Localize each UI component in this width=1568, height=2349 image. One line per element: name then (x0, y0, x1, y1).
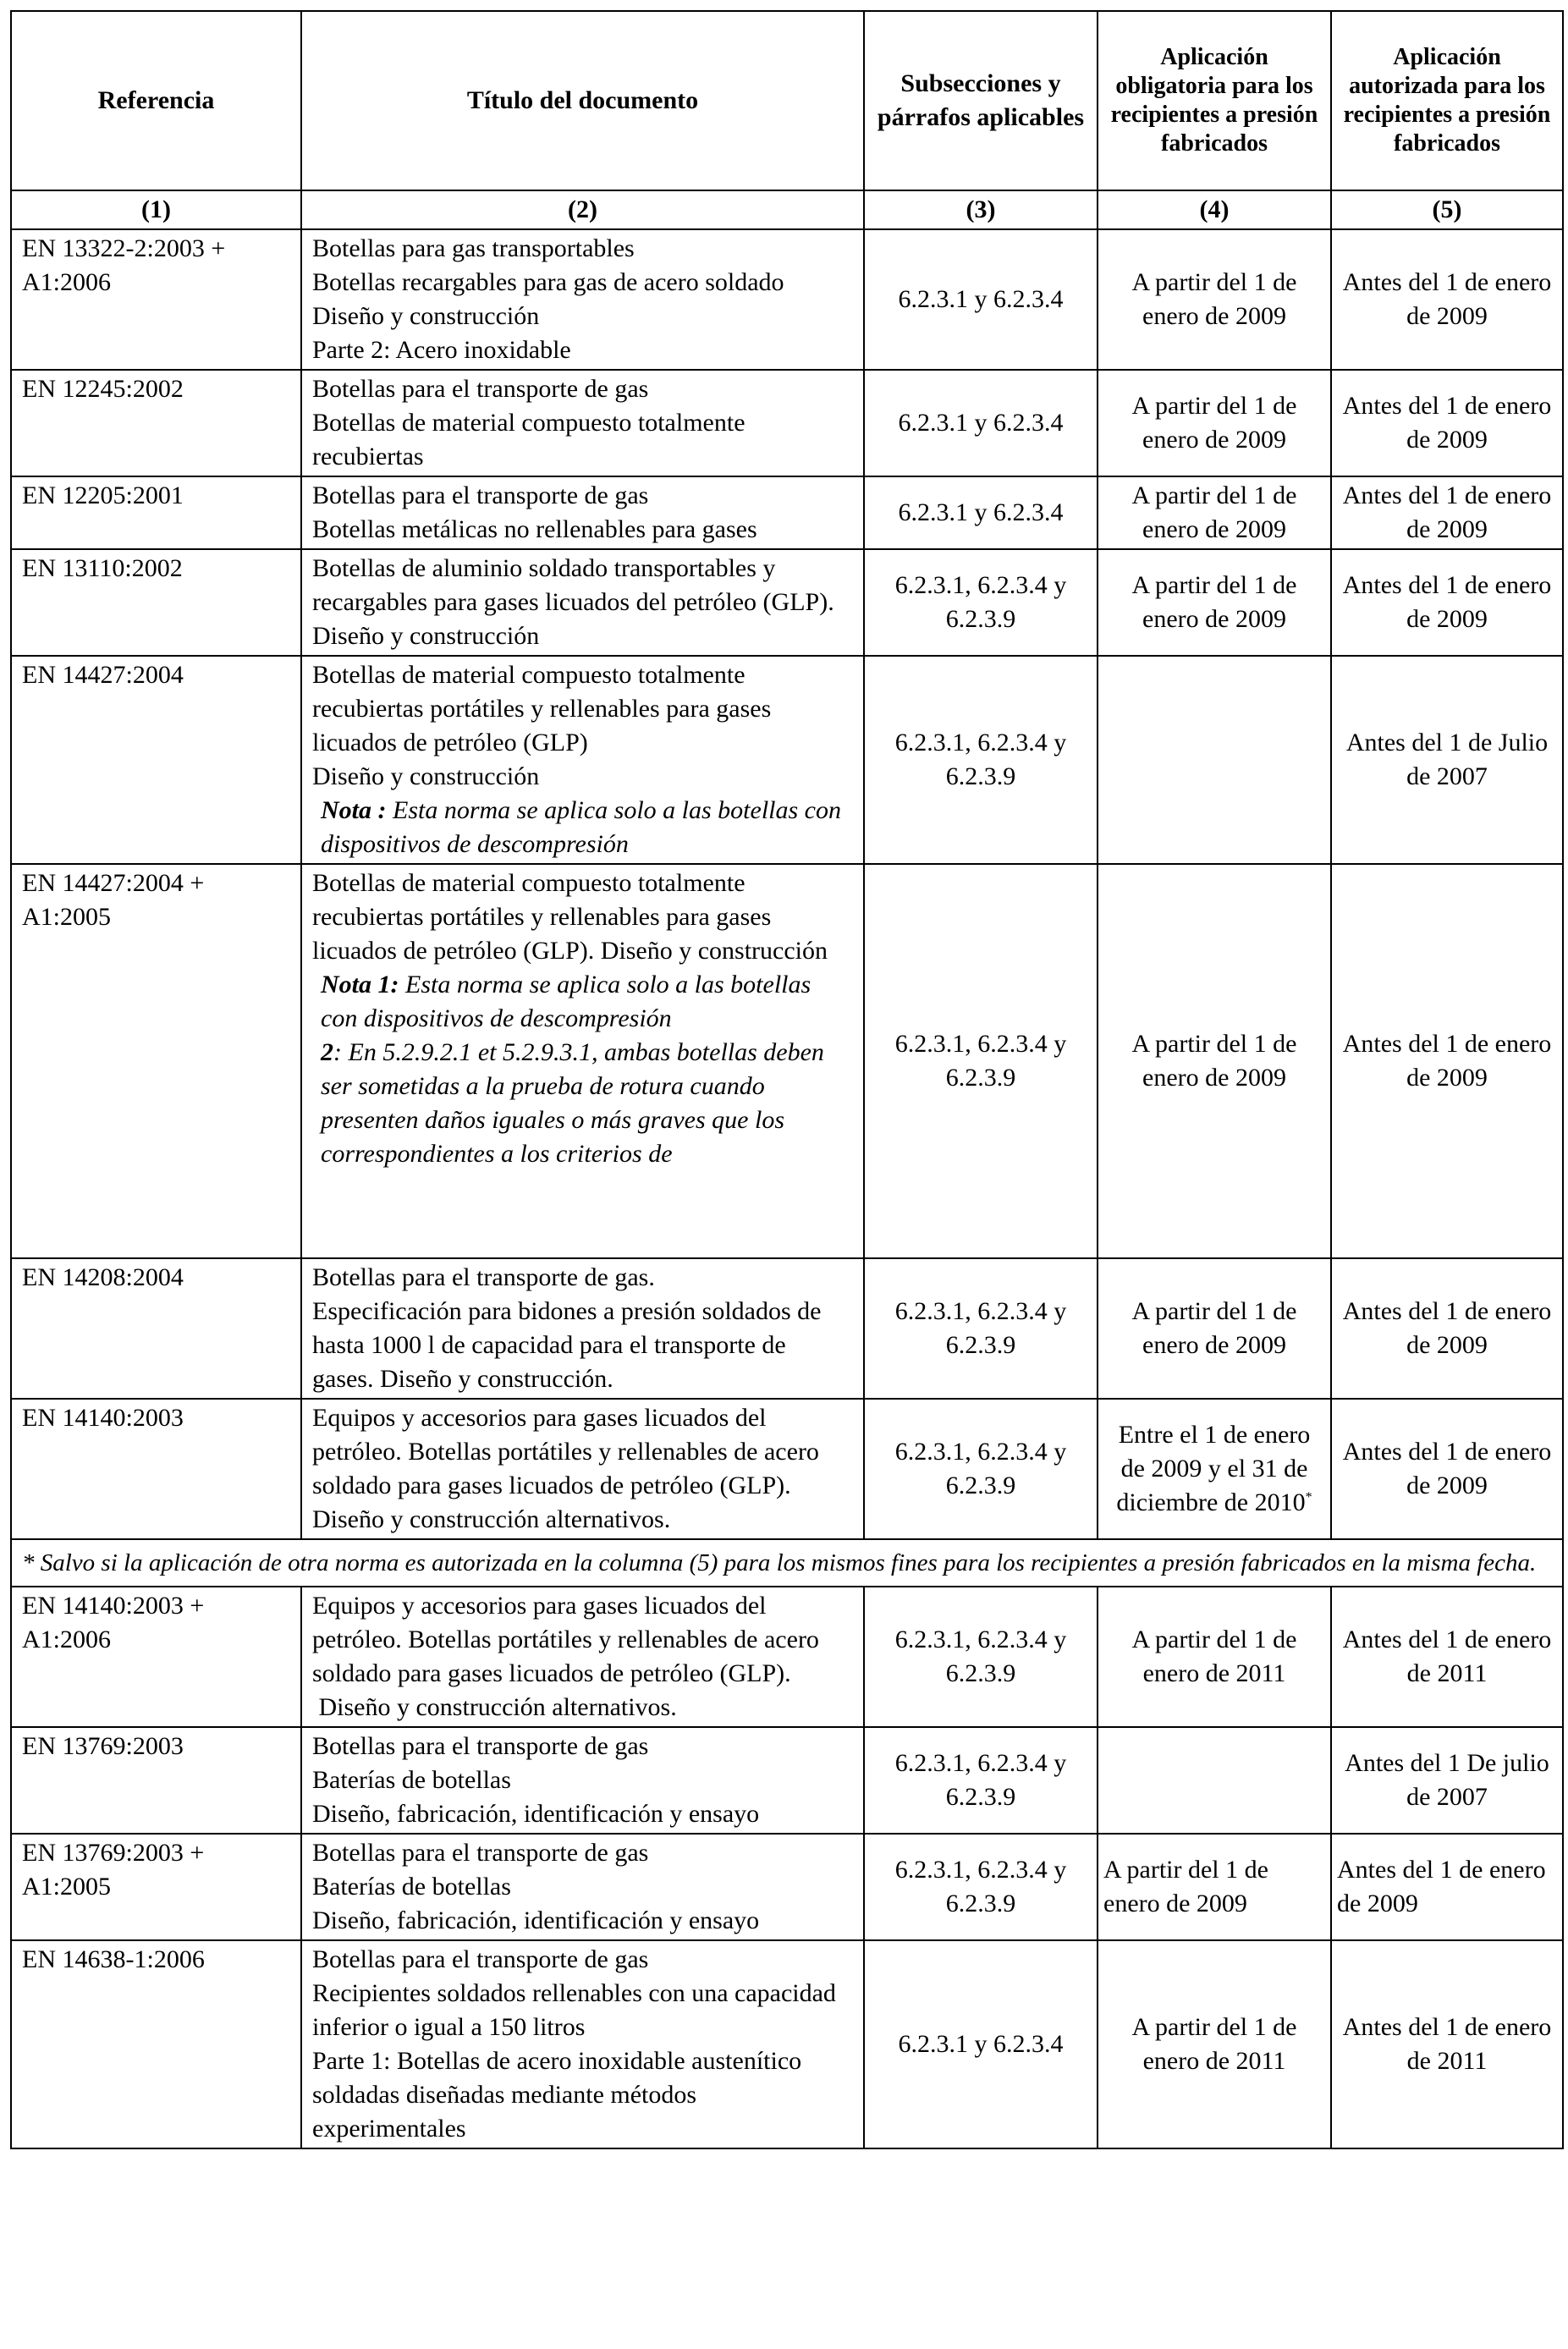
column-number: (4) (1098, 190, 1331, 229)
title-cell (301, 549, 864, 656)
title-line: Botellas recargables para gas de acero soldado (312, 268, 784, 296)
table-row (11, 1727, 1563, 1834)
title-line: Equipos y accesorios para gases licuados del petróleo. Botellas portátiles y rellenables de acero soldado para gases licuados de petróleo (GLP). (312, 1404, 819, 1499)
subsections-cell: 6.2.3.1, 6.2.3.4 y 6.2.3.9 (864, 1834, 1098, 1940)
authorized-cell: Antes del 1 de enero de 2011 (1331, 1940, 1563, 2148)
authorized-cell: Antes del 1 de enero de 2009 (1331, 549, 1563, 656)
title-line: Botellas para el transporte de gas. (312, 1263, 655, 1291)
title-line: Botellas de material compuesto totalmente recubiertas (312, 409, 745, 470)
title-cell (301, 1399, 864, 1539)
note-text: Esta norma se aplica solo a las botellas con dispositivos de descompresión (321, 971, 812, 1032)
mandatory-cell (1098, 1727, 1331, 1834)
subsections-cell: 6.2.3.1 y 6.2.3.4 (864, 229, 1098, 370)
mandatory-cell (1098, 1399, 1331, 1539)
authorized-cell: Antes del 1 de enero de 2009 (1331, 1258, 1563, 1399)
title-line: Baterías de botellas (312, 1766, 511, 1794)
header-reference: Referencia (11, 11, 301, 190)
title-line: Parte 2: Acero inoxidable (312, 336, 571, 364)
title-line: Botellas para el transporte de gas (312, 1945, 649, 1973)
title-cell (301, 864, 864, 1258)
column-number: (1) (11, 190, 301, 229)
table-row (11, 370, 1563, 476)
table-row (11, 1258, 1563, 1399)
column-number: (3) (864, 190, 1098, 229)
reference-cell: EN 14208:2004 (11, 1258, 301, 1399)
table-row (11, 1399, 1563, 1539)
title-line: Botellas para el transporte de gas (312, 1732, 649, 1760)
subsections-cell: 6.2.3.1, 6.2.3.4 y 6.2.3.9 (864, 1587, 1098, 1727)
title-cell (301, 1587, 864, 1727)
authorized-cell: Antes del 1 De julio de 2007 (1331, 1727, 1563, 1834)
mandatory-cell: A partir del 1 de enero de 2009 (1098, 1258, 1331, 1399)
title-line: Botellas metálicas no rellenables para gases (312, 515, 757, 543)
header-subsections: Subsecciones y párrafos aplicables (864, 11, 1098, 190)
title-line: Botellas para el transporte de gas (312, 1839, 649, 1867)
subsections-cell: 6.2.3.1, 6.2.3.4 y 6.2.3.9 (864, 864, 1098, 1258)
title-cell (301, 476, 864, 549)
footnote: * Salvo si la aplicación de otra norma es autorizada en la columna (5) para los mismos fines para los recipientes a presión fabricados en la misma fecha. (11, 1539, 1563, 1587)
subsections-cell: 6.2.3.1 y 6.2.3.4 (864, 1940, 1098, 2148)
subsections-cell: 6.2.3.1, 6.2.3.4 y 6.2.3.9 (864, 1258, 1098, 1399)
header-document-title: Título del documento (301, 11, 864, 190)
note (312, 794, 853, 861)
authorized-cell: Antes del 1 de enero de 2009 (1331, 370, 1563, 476)
table-row (11, 476, 1563, 549)
authorized-cell: Antes del 1 de enero de 2009 (1331, 1834, 1563, 1940)
reference-cell: EN 12205:2001 (11, 476, 301, 549)
title-line: Botellas para el transporte de gas (312, 481, 649, 509)
mandatory-cell: A partir del 1 de enero de 2009 (1098, 370, 1331, 476)
title-cell (301, 1258, 864, 1399)
mandatory-cell: A partir del 1 de enero de 2011 (1098, 1587, 1331, 1727)
footnote-marker: * (1305, 1490, 1312, 1505)
title-line: Baterías de botellas (312, 1873, 511, 1901)
authorized-cell: Antes del 1 de enero de 2009 (1331, 476, 1563, 549)
authorized-cell: Antes del 1 de Julio de 2007 (1331, 656, 1563, 864)
mandatory-cell: A partir del 1 de enero de 2011 (1098, 1940, 1331, 2148)
reference-cell: EN 13110:2002 (11, 549, 301, 656)
reference-cell: EN 14140:2003 + A1:2006 (11, 1587, 301, 1727)
mandatory-cell: A partir del 1 de enero de 2009 (1098, 549, 1331, 656)
table-row (11, 864, 1563, 1258)
title-line: Recipientes soldados rellenables con una capacidad inferior o igual a 150 litros (312, 1979, 836, 2041)
mandatory-cell (1098, 656, 1331, 864)
subsections-cell: 6.2.3.1, 6.2.3.4 y 6.2.3.9 (864, 1727, 1098, 1834)
reference-cell: EN 13769:2003 + A1:2005 (11, 1834, 301, 1940)
title-cell (301, 1834, 864, 1940)
table-row (11, 656, 1563, 864)
title-cell (301, 370, 864, 476)
reference-cell: EN 13769:2003 (11, 1727, 301, 1834)
footnote-row (11, 1539, 1563, 1587)
reference-cell: EN 14427:2004 (11, 656, 301, 864)
subsections-cell: 6.2.3.1, 6.2.3.4 y 6.2.3.9 (864, 656, 1098, 864)
title-line: Diseño y construcción alternativos. (312, 1505, 671, 1533)
title-line: Especificación para bidones a presión soldados de hasta 1000 l de capacidad para el transporte de gases. Diseño y construcción. (312, 1297, 822, 1393)
title-line: Botellas para el transporte de gas (312, 375, 649, 403)
subsections-cell: 6.2.3.1, 6.2.3.4 y 6.2.3.9 (864, 1399, 1098, 1539)
note-text: Esta norma se aplica solo a las botellas con dispositivos de descompresión (321, 796, 841, 858)
title-line: Diseño, fabricación, identificación y ensayo (312, 1906, 760, 1934)
mandatory-cell: A partir del 1 de enero de 2009 (1098, 864, 1331, 1258)
title-line: Botellas de aluminio soldado transportables y recargables para gases licuados del petróleo (GLP). Diseño y construcción (312, 554, 834, 650)
title-line: Diseño y construcción (312, 762, 540, 790)
reference-cell: EN 13322-2:2003 + A1:2006 (11, 229, 301, 370)
table-row (11, 1940, 1563, 2148)
mandatory-text: Entre el 1 de enero de 2009 y el 31 de diciembre de 2010 (1116, 1421, 1311, 1516)
title-line: Diseño, fabricación, identificación y ensayo (312, 1800, 760, 1828)
table-row (11, 549, 1563, 656)
title-cell (301, 1727, 864, 1834)
table-row (11, 1587, 1563, 1727)
column-number: (5) (1331, 190, 1563, 229)
reference-cell: EN 14638-1:2006 (11, 1940, 301, 2148)
authorized-cell: Antes del 1 de enero de 2009 (1331, 229, 1563, 370)
title-line: Equipos y accesorios para gases licuados del petróleo. Botellas portátiles y rellenables de acero soldado para gases licuados de petróleo (GLP). (312, 1592, 819, 1687)
mandatory-cell: A partir del 1 de enero de 2009 (1098, 476, 1331, 549)
note-label: Nota : (321, 796, 387, 824)
table-row (11, 229, 1563, 370)
subsections-cell: 6.2.3.1, 6.2.3.4 y 6.2.3.9 (864, 549, 1098, 656)
mandatory-cell: A partir del 1 de enero de 2009 (1098, 1834, 1331, 1940)
note (312, 1036, 853, 1171)
title-cell (301, 656, 864, 864)
reference-cell: EN 14427:2004 + A1:2005 (11, 864, 301, 1258)
subsections-cell: 6.2.3.1 y 6.2.3.4 (864, 370, 1098, 476)
mandatory-cell: A partir del 1 de enero de 2009 (1098, 229, 1331, 370)
title-line: Diseño y construcción (312, 302, 540, 330)
standards-table (10, 10, 1564, 2149)
title-line: Diseño y construcción alternativos. (312, 1693, 677, 1721)
note (312, 968, 853, 1036)
reference-cell: EN 14140:2003 (11, 1399, 301, 1539)
title-line: Botellas para gas transportables (312, 234, 635, 262)
authorized-cell: Antes del 1 de enero de 2009 (1331, 1399, 1563, 1539)
column-number: (2) (301, 190, 864, 229)
title-cell (301, 229, 864, 370)
title-cell-content (312, 866, 853, 1256)
note-text: : En 5.2.9.2.1 et 5.2.9.3.1, ambas botellas deben ser sometidas a la prueba de rotura cuando presenten daños iguales o más graves que los correspondientes a los criterios de (321, 1038, 824, 1168)
authorized-cell: Antes del 1 de enero de 2011 (1331, 1587, 1563, 1727)
reference-cell: EN 12245:2002 (11, 370, 301, 476)
note-label: Nota 1: (321, 971, 399, 998)
title-line: Parte 1: Botellas de acero inoxidable austenítico soldadas diseñadas mediante métodos experimentales (312, 2047, 802, 2143)
subsections-cell: 6.2.3.1 y 6.2.3.4 (864, 476, 1098, 549)
title-cell (301, 1940, 864, 2148)
note-label: 2 (321, 1038, 333, 1066)
header-row (11, 11, 1563, 190)
authorized-cell: Antes del 1 de enero de 2009 (1331, 864, 1563, 1258)
column-number-row (11, 190, 1563, 229)
table-row (11, 1834, 1563, 1940)
header-authorized-application: Aplicación autorizada para los recipientes a presión fabricados (1331, 11, 1563, 190)
title-line: Botellas de material compuesto totalmente recubiertas portátiles y rellenables para gases licuados de petróleo (GLP). Diseño y construcción (312, 869, 828, 965)
title-line: Botellas de material compuesto totalmente recubiertas portátiles y rellenables para gases licuados de petróleo (GLP) (312, 661, 772, 756)
header-mandatory-application: Aplicación obligatoria para los recipientes a presión fabricados (1098, 11, 1331, 190)
